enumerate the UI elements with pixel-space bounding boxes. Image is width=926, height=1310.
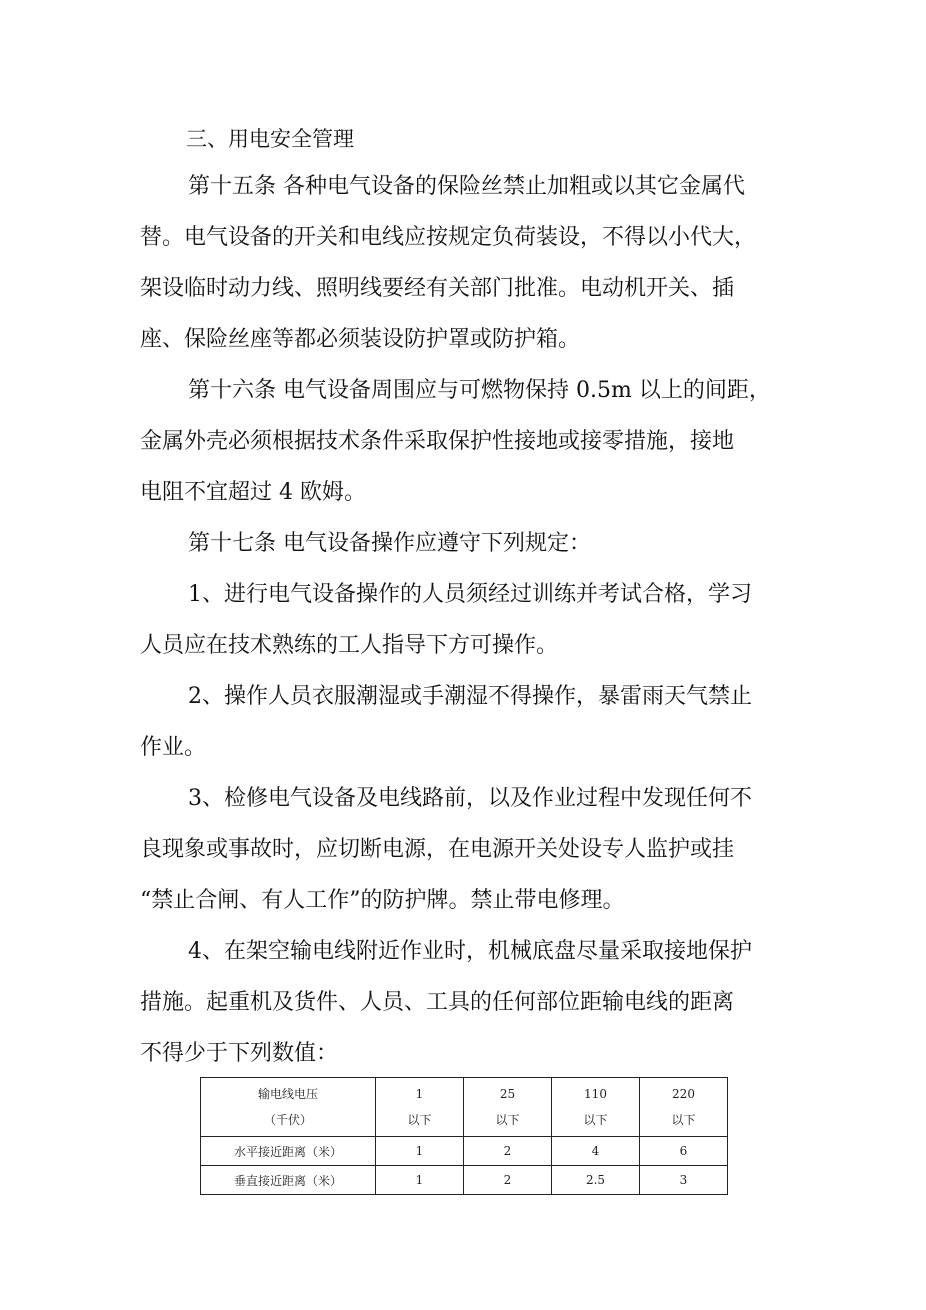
voltage-below-label: 以下 [495, 1113, 520, 1127]
article-15-line-2: 替。电气设备的开关和电线应按规定负荷装设，不得以小代大， [140, 225, 757, 250]
article-17-line-1: 第十七条 电气设备操作应遵守下列规定： [188, 531, 591, 556]
table-cell: 1 [376, 1137, 464, 1166]
voltage-value: 25 [499, 1087, 516, 1101]
voltage-value: 110 [584, 1087, 607, 1101]
voltage-value: 1 [415, 1087, 424, 1101]
rule-2-line-1: 2、操作人员衣服潮湿或手潮湿不得操作，暴雷雨天气禁止 [188, 684, 752, 709]
voltage-below-label: 以下 [407, 1113, 432, 1127]
row-label-cell: 垂直接近距离（米） [201, 1166, 376, 1195]
table-cell: 2 [464, 1137, 552, 1166]
table-row [201, 1166, 728, 1195]
voltage-cell [640, 1078, 728, 1137]
voltage-header-cell [201, 1078, 376, 1137]
table-cell: 6 [640, 1137, 728, 1166]
rule-3-line-2: 良现象或事故时，应切断电源，在电源开关处设专人监护或挂 [140, 837, 735, 862]
article-16-line-2: 金属外壳必须根据技术条件采取保护性接地或接零措施，接地 [140, 429, 735, 454]
table-cell: 4 [552, 1137, 640, 1166]
article-15-line-4: 座、保险丝座等都必须装设防护罩或防护箱。 [140, 327, 581, 352]
voltage-header-unit: （千伏） [263, 1113, 312, 1127]
voltage-cell [464, 1078, 552, 1137]
section-heading: 三、用电安全管理 [186, 127, 354, 151]
rule-4-line-3: 不得少于下列数值： [140, 1041, 339, 1066]
voltage-below-label: 以下 [583, 1113, 608, 1127]
rule-3-line-3: “禁止合闸、有人工作”的防护牌。禁止带电修理。 [140, 888, 625, 913]
voltage-cell [376, 1078, 464, 1137]
voltage-below-label: 以下 [671, 1113, 696, 1127]
row-label-cell: 水平接近距离（米） [201, 1137, 376, 1166]
article-15-line-1: 第十五条 各种电气设备的保险丝禁止加粗或以其它金属代 [188, 174, 745, 199]
rule-2-line-2: 作业。 [140, 735, 207, 760]
table-cell: 3 [640, 1166, 728, 1195]
distance-table [200, 1077, 728, 1195]
table-cell: 2 [464, 1166, 552, 1195]
voltage-header-label: 输电线电压 [257, 1087, 318, 1101]
voltage-value: 220 [672, 1087, 695, 1101]
table-cell: 1 [376, 1166, 464, 1195]
rule-1-line-1: 1、进行电气设备操作的人员须经过训练并考试合格，学习 [188, 582, 752, 607]
voltage-cell [552, 1078, 640, 1137]
rule-4-line-1: 4、在架空输电线附近作业时，机械底盘尽量采取接地保护 [188, 939, 752, 964]
rule-4-line-2: 措施。起重机及货件、人员、工具的任何部位距输电线的距离 [140, 990, 735, 1015]
table-row [201, 1137, 728, 1166]
table-header-row [201, 1078, 728, 1137]
article-15-line-3: 架设临时动力线、照明线要经有关部门批准。电动机开关、插 [140, 276, 735, 301]
rule-3-line-1: 3、检修电气设备及电线路前，以及作业过程中发现任何不 [188, 786, 752, 811]
rule-1-line-2: 人员应在技术熟练的工人指导下方可操作。 [140, 633, 559, 658]
table-cell: 2.5 [552, 1166, 640, 1195]
article-16-line-1: 第十六条 电气设备周围应与可燃物保持 0.5m 以上的间距， [188, 378, 771, 403]
article-16-line-3: 电阻不宜超过 4 欧姆。 [140, 480, 366, 505]
